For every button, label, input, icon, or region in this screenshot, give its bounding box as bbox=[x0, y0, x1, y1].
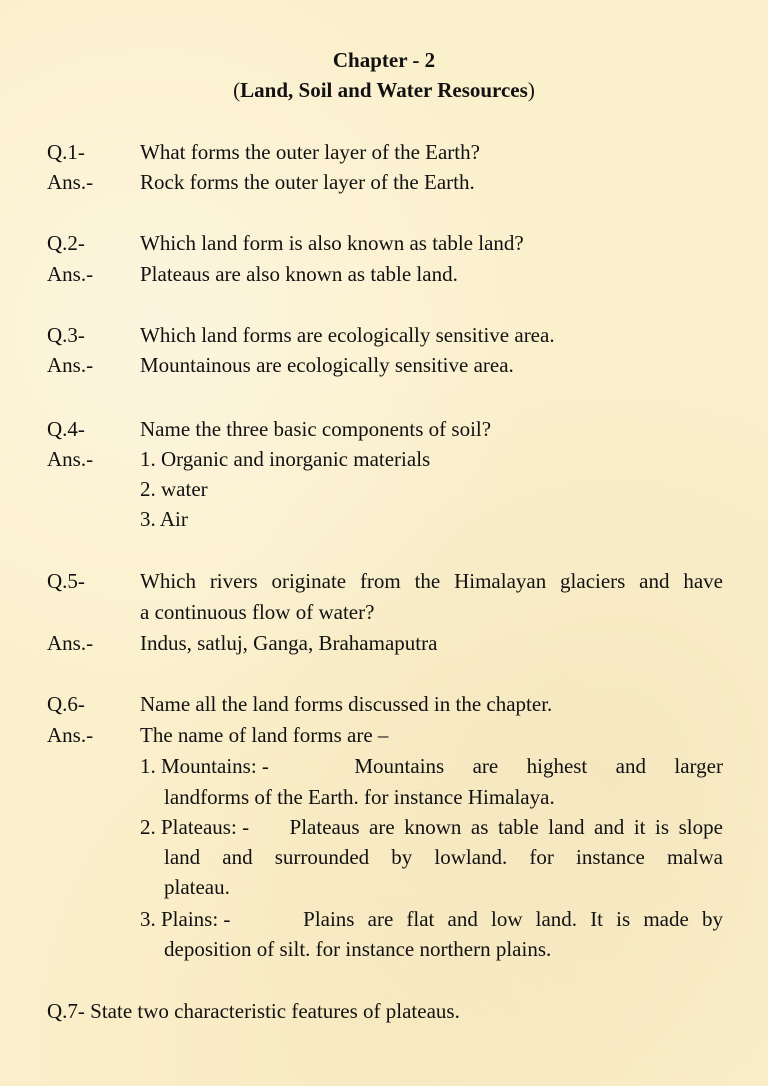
question-label: Q.6- bbox=[47, 692, 85, 716]
answer-list-item-continuation: deposition of silt. for instance northern plains. bbox=[164, 937, 552, 961]
word: Which bbox=[140, 569, 196, 593]
word: known bbox=[404, 815, 462, 839]
word: and bbox=[447, 907, 478, 931]
word: glaciers bbox=[560, 569, 626, 593]
word: originate bbox=[271, 569, 347, 593]
chapter-title: Chapter - 2 bbox=[332, 48, 436, 72]
question-label: Q.1- bbox=[47, 140, 85, 164]
answer-list-item-continuation: landforms of the Earth. for instance Himalaya. bbox=[164, 785, 555, 809]
word: larger bbox=[674, 754, 723, 778]
list-item-heading: 3. Plains: - bbox=[140, 907, 231, 931]
question-text-line bbox=[140, 566, 723, 596]
word: are bbox=[369, 815, 395, 839]
word: Mountains bbox=[354, 754, 445, 778]
answer-label: Ans.- bbox=[47, 447, 94, 471]
question-label: Q.4- bbox=[47, 417, 85, 441]
word: are bbox=[472, 754, 499, 778]
word: land bbox=[164, 845, 201, 869]
answer-intro: The name of land forms are – bbox=[140, 723, 389, 747]
word: are bbox=[367, 907, 394, 931]
answer-label: Ans.- bbox=[47, 723, 94, 747]
word: Plains bbox=[303, 907, 355, 931]
word: is bbox=[616, 907, 631, 931]
answer-list-item-continuation bbox=[164, 842, 723, 872]
answer-text: Plateaus are also known as table land. bbox=[140, 262, 458, 286]
word: table bbox=[497, 815, 539, 839]
word: rivers bbox=[209, 569, 258, 593]
subtitle-close-paren: ) bbox=[527, 78, 535, 102]
question-text: What forms the outer layer of the Earth? bbox=[140, 140, 480, 164]
word: lowland. bbox=[434, 845, 508, 869]
answer-label: Ans.- bbox=[47, 170, 94, 194]
question-text: Which land forms are ecologically sensitive area. bbox=[140, 323, 555, 347]
word: It bbox=[590, 907, 604, 931]
word: for bbox=[529, 845, 554, 869]
word: land. bbox=[535, 907, 578, 931]
word: surrounded bbox=[274, 845, 370, 869]
question-text-line: a continuous flow of water? bbox=[140, 600, 375, 624]
question-text: Name all the land forms discussed in the chapter. bbox=[140, 692, 553, 716]
word: and bbox=[222, 845, 253, 869]
word: made bbox=[643, 907, 689, 931]
word: slope bbox=[678, 815, 723, 839]
question-label: Q.5- bbox=[47, 569, 85, 593]
word: instance bbox=[576, 845, 645, 869]
question-text: Which land form is also known as table land? bbox=[140, 231, 524, 255]
word: have bbox=[683, 569, 723, 593]
subtitle-open-paren: ( bbox=[233, 78, 241, 102]
word: it bbox=[633, 815, 646, 839]
answer-list-item bbox=[140, 751, 723, 781]
word: malwa bbox=[666, 845, 723, 869]
word: and bbox=[639, 569, 670, 593]
subtitle-text: Land, Soil and Water Resources bbox=[240, 78, 528, 102]
word: flat bbox=[406, 907, 435, 931]
answer-list-item-continuation: plateau. bbox=[164, 875, 230, 899]
answer-label: Ans.- bbox=[47, 353, 94, 377]
word: by bbox=[701, 907, 723, 931]
answer-text: Rock forms the outer layer of the Earth. bbox=[140, 170, 475, 194]
word: by bbox=[391, 845, 413, 869]
word: and bbox=[593, 815, 625, 839]
question-text: Name the three basic components of soil? bbox=[140, 417, 492, 441]
list-item-heading: 2. Plateaus: - bbox=[140, 815, 250, 839]
question-line: Q.7- State two characteristic features of plateaus. bbox=[47, 999, 460, 1023]
chapter-subtitle bbox=[0, 75, 768, 105]
answer-list-item bbox=[140, 812, 723, 842]
word: land bbox=[548, 815, 585, 839]
answer-list-item: 2. water bbox=[140, 477, 208, 501]
list-item-heading: 1. Mountains: - bbox=[140, 754, 269, 778]
word: the bbox=[414, 569, 441, 593]
answer-list-item: 3. Air bbox=[140, 507, 188, 531]
word: Plateaus bbox=[289, 815, 360, 839]
answer-text: Indus, satluj, Ganga, Brahamaputra bbox=[140, 631, 438, 655]
word: is bbox=[655, 815, 670, 839]
answer-list-item: 1. Organic and inorganic materials bbox=[140, 447, 431, 471]
question-label: Q.3- bbox=[47, 323, 85, 347]
answer-label: Ans.- bbox=[47, 262, 94, 286]
answer-text: Mountainous are ecologically sensitive area. bbox=[140, 353, 514, 377]
question-label: Q.2- bbox=[47, 231, 85, 255]
word: as bbox=[470, 815, 489, 839]
answer-list-item bbox=[140, 904, 723, 934]
word: highest bbox=[526, 754, 588, 778]
word: low bbox=[491, 907, 523, 931]
answer-label: Ans.- bbox=[47, 631, 94, 655]
word: and bbox=[615, 754, 646, 778]
word: from bbox=[359, 569, 401, 593]
word: Himalayan bbox=[454, 569, 547, 593]
